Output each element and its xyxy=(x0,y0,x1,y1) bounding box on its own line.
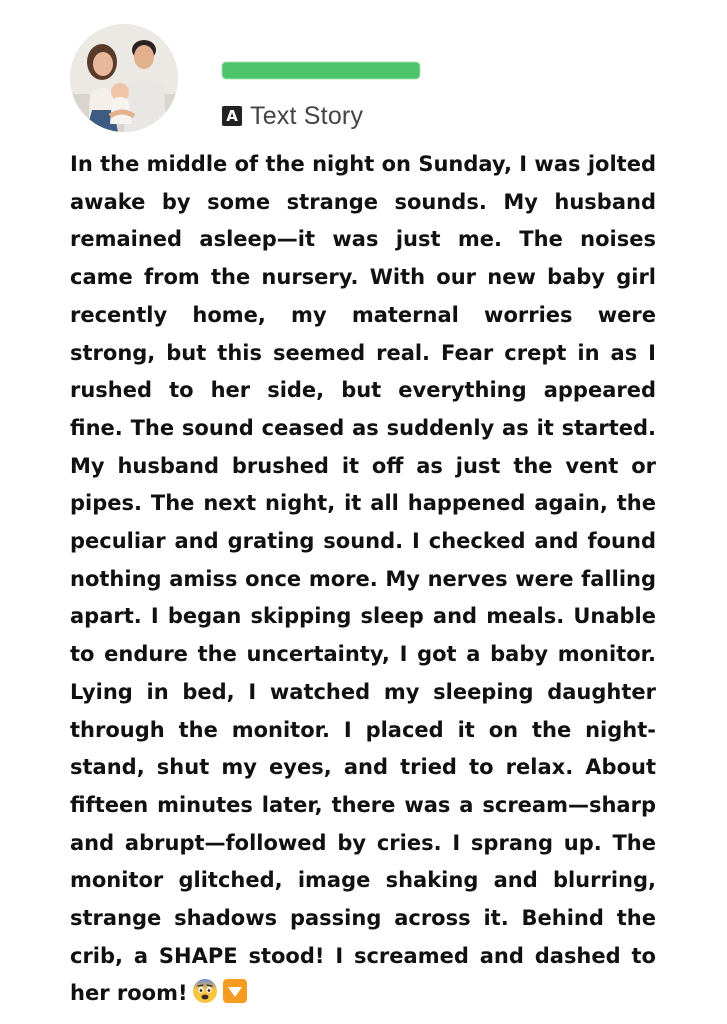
family-photo-avatar[interactable] xyxy=(70,24,178,132)
story-text: In the middle of the night on Sunday, I was jolted awake by some strange sounds. My husband remained asleep—it was just me. The noises came from the nursery. With our new baby girl recently home, my maternal worries were strong, but this seemed real. Fear crept in as I rushed to her side, but everything appeared fine. The sound ceased as suddenly as it started. My husband brushed it off as just the vent or pipes. The next night, it all happened again, the peculiar and grating sound. I checked and found nothing amiss once more. My nerves were falling apart. I began skipping sleep and meals. Unable to endure the uncertainty, I got a baby monitor. Lying in bed, I watched my sleeping daughter through the monitor. I placed it on the nightstand, shut my eyes, and tried to relax. About fifteen minutes later, there was a scream—sharp and abrupt—followed by cries. I sprang up. The monitor glitched, image shaking and blurring, strange shadows passing across it. Behind the crib, a SHAPE stood! I screamed and dashed to her room! xyxy=(70,152,656,1006)
family-photo-image xyxy=(70,24,178,132)
story-type-label: Text Story xyxy=(250,101,364,130)
letter-a-icon: A xyxy=(222,106,242,126)
down-arrow-button-emoji xyxy=(222,978,248,1017)
redacted-username xyxy=(222,62,420,79)
story-header xyxy=(70,24,670,134)
fearful-face-emoji xyxy=(192,978,218,1017)
story-type-label-row xyxy=(222,100,363,132)
story-body xyxy=(70,146,656,1017)
